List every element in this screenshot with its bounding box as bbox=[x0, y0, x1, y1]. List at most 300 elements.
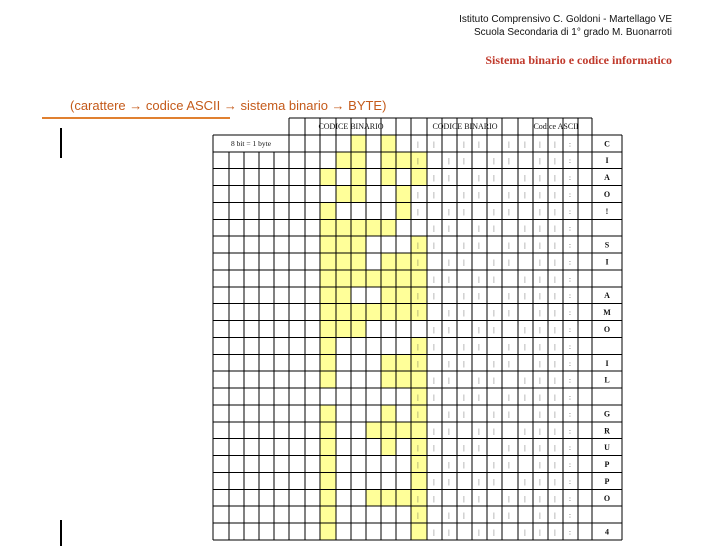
bit-mark: | bbox=[493, 258, 495, 267]
bit-mark: | bbox=[448, 511, 450, 520]
bit-mark: | bbox=[433, 427, 435, 436]
bit-mark: | bbox=[493, 309, 495, 318]
ascii-mark: | bbox=[554, 342, 556, 351]
highlight-cell bbox=[320, 321, 336, 338]
ascii-mark: | bbox=[554, 174, 556, 183]
highlight-cell bbox=[396, 270, 411, 287]
highlight-cell bbox=[366, 219, 381, 236]
bit-mark: | bbox=[478, 224, 480, 233]
ascii-mark: : bbox=[569, 207, 571, 216]
highlight-cell bbox=[320, 270, 336, 287]
bit-mark: | bbox=[524, 140, 526, 149]
bit-mark: | bbox=[433, 174, 435, 183]
bit-mark: | bbox=[463, 393, 465, 402]
bit-mark: | bbox=[448, 461, 450, 470]
ascii-mark: | bbox=[554, 241, 556, 250]
ascii-mark: : bbox=[569, 309, 571, 318]
highlight-cell bbox=[336, 186, 351, 203]
bit-mark: | bbox=[524, 326, 526, 334]
bit-mark: | bbox=[433, 292, 435, 301]
highlight-cell bbox=[351, 186, 366, 203]
ascii-mark: | bbox=[539, 376, 541, 385]
bit-mark: | bbox=[508, 190, 510, 199]
bit-mark: | bbox=[524, 275, 526, 284]
bit-mark: | bbox=[448, 157, 450, 166]
ascii-mark: : bbox=[569, 393, 571, 402]
bit-mark: | bbox=[524, 190, 526, 199]
bit-mark: | bbox=[463, 207, 465, 216]
highlight-cell bbox=[351, 253, 366, 270]
highlight-cell bbox=[411, 270, 427, 287]
bit-mark: | bbox=[448, 275, 450, 284]
highlight-cell bbox=[366, 422, 381, 439]
bit-mark: | bbox=[508, 292, 510, 301]
ascii-character: O bbox=[603, 325, 611, 334]
bit-mark: | bbox=[508, 393, 510, 402]
ascii-mark: | bbox=[554, 511, 556, 520]
highlight-cell bbox=[320, 523, 336, 540]
ascii-character: ! bbox=[605, 206, 609, 216]
highlight-cell bbox=[411, 523, 427, 540]
highlight-cell bbox=[396, 371, 411, 388]
highlight-cell bbox=[411, 405, 427, 422]
highlight-cell bbox=[320, 422, 336, 439]
highlight-cell bbox=[351, 304, 366, 321]
bit-mark: | bbox=[463, 461, 465, 470]
bit-mark: | bbox=[524, 342, 526, 351]
bit-mark: | bbox=[448, 410, 450, 419]
ascii-mark: | bbox=[554, 444, 556, 453]
bit-mark: | bbox=[463, 309, 465, 318]
ascii-mark: : bbox=[569, 174, 571, 183]
highlight-cell bbox=[366, 270, 381, 287]
bit-mark: | bbox=[463, 494, 465, 503]
bit-mark: | bbox=[417, 494, 419, 503]
bit-mark: | bbox=[493, 427, 495, 436]
highlight-cell bbox=[396, 202, 411, 219]
highlight-cell bbox=[411, 489, 427, 506]
bit-mark: | bbox=[417, 444, 419, 453]
highlight-cell bbox=[320, 304, 336, 321]
bit-mark: | bbox=[448, 528, 450, 537]
bit-mark: | bbox=[433, 241, 435, 250]
highlight-cell bbox=[411, 388, 427, 405]
bit-mark: | bbox=[478, 444, 480, 453]
highlight-cell bbox=[411, 439, 427, 456]
highlight-cell bbox=[411, 506, 427, 523]
bit-mark: | bbox=[417, 359, 419, 368]
ascii-mark: | bbox=[539, 275, 541, 284]
highlight-cell bbox=[381, 219, 396, 236]
bit-mark: | bbox=[493, 275, 495, 284]
ascii-mark: : bbox=[569, 140, 571, 149]
ascii-character: 4 bbox=[605, 527, 609, 537]
ascii-mark: : bbox=[569, 275, 571, 284]
highlight-cell bbox=[381, 489, 396, 506]
highlight-cell bbox=[336, 321, 351, 338]
ascii-mark: | bbox=[539, 427, 541, 436]
highlight-cell bbox=[411, 236, 427, 253]
ascii-mark: : bbox=[569, 376, 571, 385]
ascii-mark: | bbox=[554, 292, 556, 301]
highlight-cell bbox=[366, 304, 381, 321]
bit-mark: | bbox=[508, 207, 510, 216]
highlight-cell bbox=[381, 253, 396, 270]
bit-mark: | bbox=[478, 140, 480, 149]
bit-mark: | bbox=[433, 494, 435, 503]
highlight-cell bbox=[396, 422, 411, 439]
highlight-cell bbox=[381, 135, 396, 152]
bit-mark: | bbox=[463, 444, 465, 453]
bit-mark: | bbox=[433, 190, 435, 199]
bit-mark: | bbox=[524, 224, 526, 233]
bit-mark: | bbox=[433, 275, 435, 284]
highlight-cell bbox=[336, 287, 351, 304]
bit-mark: | bbox=[493, 528, 495, 537]
ascii-mark: | bbox=[554, 207, 556, 216]
bit-mark: | bbox=[463, 190, 465, 199]
ascii-mark: : bbox=[569, 511, 571, 520]
highlight-cell bbox=[320, 169, 336, 186]
bit-mark: | bbox=[478, 477, 480, 486]
ascii-mark: | bbox=[539, 241, 541, 250]
bit-mark: | bbox=[524, 393, 526, 402]
bit-mark: | bbox=[478, 190, 480, 199]
ascii-mark: : bbox=[569, 326, 571, 334]
highlight-cell bbox=[381, 405, 396, 422]
bit-mark: | bbox=[417, 258, 419, 267]
ascii-character: A bbox=[604, 173, 610, 183]
ascii-mark: | bbox=[539, 190, 541, 199]
ascii-mark: | bbox=[554, 359, 556, 368]
bit-mark: | bbox=[448, 309, 450, 318]
highlight-cell bbox=[381, 371, 396, 388]
highlight-cell bbox=[351, 321, 366, 338]
ascii-mark: | bbox=[539, 174, 541, 183]
school-name-line2: Scuola Secondaria di 1° grado M. Buonarroti bbox=[473, 27, 672, 38]
bit-mark: | bbox=[463, 292, 465, 301]
highlight-cell bbox=[411, 304, 427, 321]
bit-mark: | bbox=[508, 241, 510, 250]
highlight-cell bbox=[351, 270, 366, 287]
table-header: Codice ASCII bbox=[533, 122, 579, 131]
school-name-line1: Istituto Comprensivo C. Goldoni - Martellago VE bbox=[459, 14, 672, 25]
highlight-cell bbox=[411, 422, 427, 439]
highlight-cell bbox=[396, 354, 411, 371]
bit-mark: | bbox=[417, 207, 419, 216]
ascii-mark: | bbox=[554, 190, 556, 199]
ascii-character: I bbox=[605, 257, 609, 267]
highlight-cell bbox=[320, 236, 336, 253]
bit-mark: | bbox=[433, 326, 435, 334]
bit-mark: | bbox=[493, 359, 495, 368]
ascii-mark: | bbox=[539, 292, 541, 301]
highlight-cell bbox=[381, 270, 396, 287]
bit-mark: | bbox=[417, 292, 419, 301]
bit-mark: | bbox=[493, 326, 495, 334]
ascii-mark: | bbox=[539, 410, 541, 419]
highlight-cell bbox=[336, 253, 351, 270]
ascii-mark: | bbox=[554, 140, 556, 149]
ascii-mark: : bbox=[569, 190, 571, 199]
bit-mark: | bbox=[463, 157, 465, 166]
bit-mark: | bbox=[524, 477, 526, 486]
ascii-mark: | bbox=[554, 427, 556, 436]
bit-mark: | bbox=[463, 511, 465, 520]
ascii-character: P bbox=[604, 476, 610, 486]
ascii-mark: | bbox=[539, 461, 541, 470]
bit-mark: | bbox=[448, 477, 450, 486]
ascii-character: M bbox=[603, 308, 611, 318]
ascii-mark: : bbox=[569, 494, 571, 503]
bit-mark: | bbox=[463, 140, 465, 149]
ascii-mark: : bbox=[569, 292, 571, 301]
ascii-mark: | bbox=[554, 376, 556, 385]
ascii-mark: | bbox=[539, 511, 541, 520]
bit-mark: | bbox=[448, 427, 450, 436]
bit-mark: | bbox=[433, 444, 435, 453]
bit-mark: | bbox=[478, 427, 480, 436]
ascii-character: I bbox=[605, 358, 609, 368]
ascii-character: C bbox=[604, 139, 610, 149]
slide-title: Sistema binario e codice informatico bbox=[485, 53, 672, 67]
ascii-mark: | bbox=[554, 157, 556, 166]
bit-mark: | bbox=[493, 157, 495, 166]
highlight-cell bbox=[320, 405, 336, 422]
bit-mark: | bbox=[463, 258, 465, 267]
highlight-cell bbox=[320, 354, 336, 371]
highlight-cell bbox=[411, 472, 427, 489]
bit-mark: | bbox=[508, 342, 510, 351]
highlight-cell bbox=[396, 304, 411, 321]
ascii-mark: : bbox=[569, 410, 571, 419]
ascii-mark: | bbox=[554, 224, 556, 233]
bit-mark: | bbox=[417, 410, 419, 419]
table-header: CODICE BINARIO bbox=[432, 122, 498, 131]
highlight-cell bbox=[396, 152, 411, 169]
bit-mark: | bbox=[417, 511, 419, 520]
ascii-mark: : bbox=[569, 528, 571, 537]
bit-mark: | bbox=[417, 342, 419, 351]
bit-mark: | bbox=[508, 258, 510, 267]
bit-mark: | bbox=[433, 342, 435, 351]
bit-mark: | bbox=[417, 157, 419, 166]
bit-mark: | bbox=[508, 140, 510, 149]
ascii-character: O bbox=[603, 189, 611, 199]
bit-mark: | bbox=[463, 241, 465, 250]
bit-mark: | bbox=[448, 224, 450, 233]
ascii-character: P bbox=[604, 460, 610, 470]
bit-mark: | bbox=[508, 511, 510, 520]
bit-mark: | bbox=[433, 376, 435, 385]
highlight-cell bbox=[411, 456, 427, 473]
highlight-cell bbox=[381, 354, 396, 371]
bit-mark: | bbox=[493, 207, 495, 216]
highlight-cell bbox=[320, 506, 336, 523]
ascii-mark: | bbox=[554, 326, 556, 334]
bit-mark: | bbox=[508, 461, 510, 470]
highlight-cell bbox=[320, 219, 336, 236]
ascii-mark: | bbox=[554, 309, 556, 318]
highlight-cell bbox=[336, 270, 351, 287]
bit-mark: | bbox=[508, 359, 510, 368]
ascii-character: L bbox=[604, 375, 610, 385]
ascii-mark: : bbox=[569, 258, 571, 267]
ascii-mark: : bbox=[569, 444, 571, 453]
highlight-cell bbox=[320, 253, 336, 270]
bit-mark: | bbox=[493, 174, 495, 183]
bit-mark: | bbox=[524, 427, 526, 436]
bit-mark: | bbox=[417, 309, 419, 318]
ascii-mark: | bbox=[539, 359, 541, 368]
ascii-mark: | bbox=[539, 444, 541, 453]
highlight-cell bbox=[411, 287, 427, 304]
highlight-cell bbox=[396, 489, 411, 506]
ascii-mark: | bbox=[539, 393, 541, 402]
ascii-mark: | bbox=[539, 224, 541, 233]
ascii-mark: | bbox=[539, 494, 541, 503]
ascii-mark: : bbox=[569, 342, 571, 351]
ascii-mark: | bbox=[539, 528, 541, 537]
bit-mark: | bbox=[493, 461, 495, 470]
bit-mark: | bbox=[508, 309, 510, 318]
ascii-mark: | bbox=[554, 528, 556, 537]
bit-mark: | bbox=[433, 528, 435, 537]
highlight-cell bbox=[320, 456, 336, 473]
bit-mark: | bbox=[417, 241, 419, 250]
bit-mark: | bbox=[524, 292, 526, 301]
bit-mark: | bbox=[433, 477, 435, 486]
ascii-character: U bbox=[604, 443, 610, 453]
ascii-mark: | bbox=[554, 461, 556, 470]
ascii-mark: : bbox=[569, 241, 571, 250]
bit-mark: | bbox=[478, 393, 480, 402]
bit-mark: | bbox=[493, 410, 495, 419]
bit-mark: | bbox=[463, 342, 465, 351]
bit-mark: | bbox=[493, 224, 495, 233]
highlight-cell bbox=[381, 439, 396, 456]
highlight-cell bbox=[396, 253, 411, 270]
bit-mark: | bbox=[463, 359, 465, 368]
ascii-mark: | bbox=[539, 140, 541, 149]
bit-mark: | bbox=[524, 444, 526, 453]
highlight-cell bbox=[320, 371, 336, 388]
ascii-mark: : bbox=[569, 461, 571, 470]
bit-mark: | bbox=[417, 393, 419, 402]
bit-mark: | bbox=[493, 511, 495, 520]
bit-mark: | bbox=[448, 376, 450, 385]
highlight-cell bbox=[351, 152, 366, 169]
ascii-character: O bbox=[603, 493, 611, 503]
highlight-cell bbox=[381, 287, 396, 304]
highlight-cell bbox=[396, 287, 411, 304]
ascii-mark: | bbox=[539, 157, 541, 166]
highlight-cell bbox=[320, 489, 336, 506]
highlight-cell bbox=[351, 135, 366, 152]
bit-mark: | bbox=[433, 393, 435, 402]
ascii-mark: | bbox=[554, 477, 556, 486]
bit-mark: | bbox=[417, 190, 419, 199]
bit-mark: | bbox=[433, 224, 435, 233]
ascii-mark: | bbox=[554, 393, 556, 402]
bit-mark: | bbox=[524, 241, 526, 250]
bit-mark: | bbox=[524, 528, 526, 537]
bit-mark: | bbox=[433, 140, 435, 149]
bit-mark: | bbox=[478, 342, 480, 351]
ascii-mark: | bbox=[539, 258, 541, 267]
highlight-cell bbox=[366, 489, 381, 506]
ascii-mark: | bbox=[539, 207, 541, 216]
byte-label: 8 bit = 1 byte bbox=[230, 138, 272, 148]
highlight-cell bbox=[351, 169, 366, 186]
ascii-mark: | bbox=[554, 410, 556, 419]
bit-mark: | bbox=[478, 241, 480, 250]
highlight-cell bbox=[336, 152, 351, 169]
bit-mark: | bbox=[508, 444, 510, 453]
ascii-mark: | bbox=[539, 477, 541, 486]
highlight-cell bbox=[336, 219, 351, 236]
highlight-cell bbox=[336, 236, 351, 253]
highlight-cell bbox=[396, 186, 411, 203]
highlight-cell bbox=[351, 219, 366, 236]
bit-mark: | bbox=[448, 174, 450, 183]
bit-mark: | bbox=[448, 326, 450, 334]
ascii-mark: | bbox=[539, 342, 541, 351]
ascii-mark: | bbox=[539, 309, 541, 318]
highlight-cell bbox=[320, 287, 336, 304]
ascii-mark: | bbox=[554, 258, 556, 267]
ascii-mark: | bbox=[554, 275, 556, 284]
highlight-cell bbox=[351, 236, 366, 253]
ascii-character: R bbox=[604, 426, 610, 436]
highlight-cell bbox=[411, 169, 427, 186]
bit-mark: | bbox=[524, 494, 526, 503]
bit-mark: | bbox=[448, 258, 450, 267]
highlight-cell bbox=[411, 354, 427, 371]
ascii-character: S bbox=[604, 240, 610, 250]
ascii-mark: | bbox=[554, 494, 556, 503]
bit-mark: | bbox=[493, 376, 495, 385]
highlight-cell bbox=[320, 202, 336, 219]
bit-mark: | bbox=[508, 410, 510, 419]
bit-mark: | bbox=[478, 174, 480, 183]
highlight-cell bbox=[320, 337, 336, 354]
highlight-cell bbox=[411, 152, 427, 169]
slide-subtitle: (carattere → codice ASCII → sistema binario → BYTE) bbox=[70, 98, 387, 113]
bit-mark: | bbox=[448, 207, 450, 216]
bit-mark: | bbox=[478, 494, 480, 503]
bit-mark: | bbox=[524, 174, 526, 183]
ascii-character: G bbox=[603, 409, 611, 419]
ascii-character: I bbox=[605, 156, 609, 166]
bit-mark: | bbox=[478, 326, 480, 334]
highlight-cell bbox=[381, 422, 396, 439]
highlight-cell bbox=[336, 304, 351, 321]
bit-mark: | bbox=[478, 275, 480, 284]
highlight-cell bbox=[411, 371, 427, 388]
bit-mark: | bbox=[417, 461, 419, 470]
ascii-mark: : bbox=[569, 224, 571, 233]
ascii-mark: : bbox=[569, 157, 571, 166]
bit-mark: | bbox=[478, 376, 480, 385]
highlight-cell bbox=[411, 337, 427, 354]
bit-mark: | bbox=[463, 410, 465, 419]
bit-mark: | bbox=[448, 359, 450, 368]
ascii-mark: : bbox=[569, 427, 571, 436]
bit-mark: | bbox=[493, 477, 495, 486]
highlight-cell bbox=[411, 253, 427, 270]
table-header: CODICE BINARIO bbox=[318, 122, 384, 131]
